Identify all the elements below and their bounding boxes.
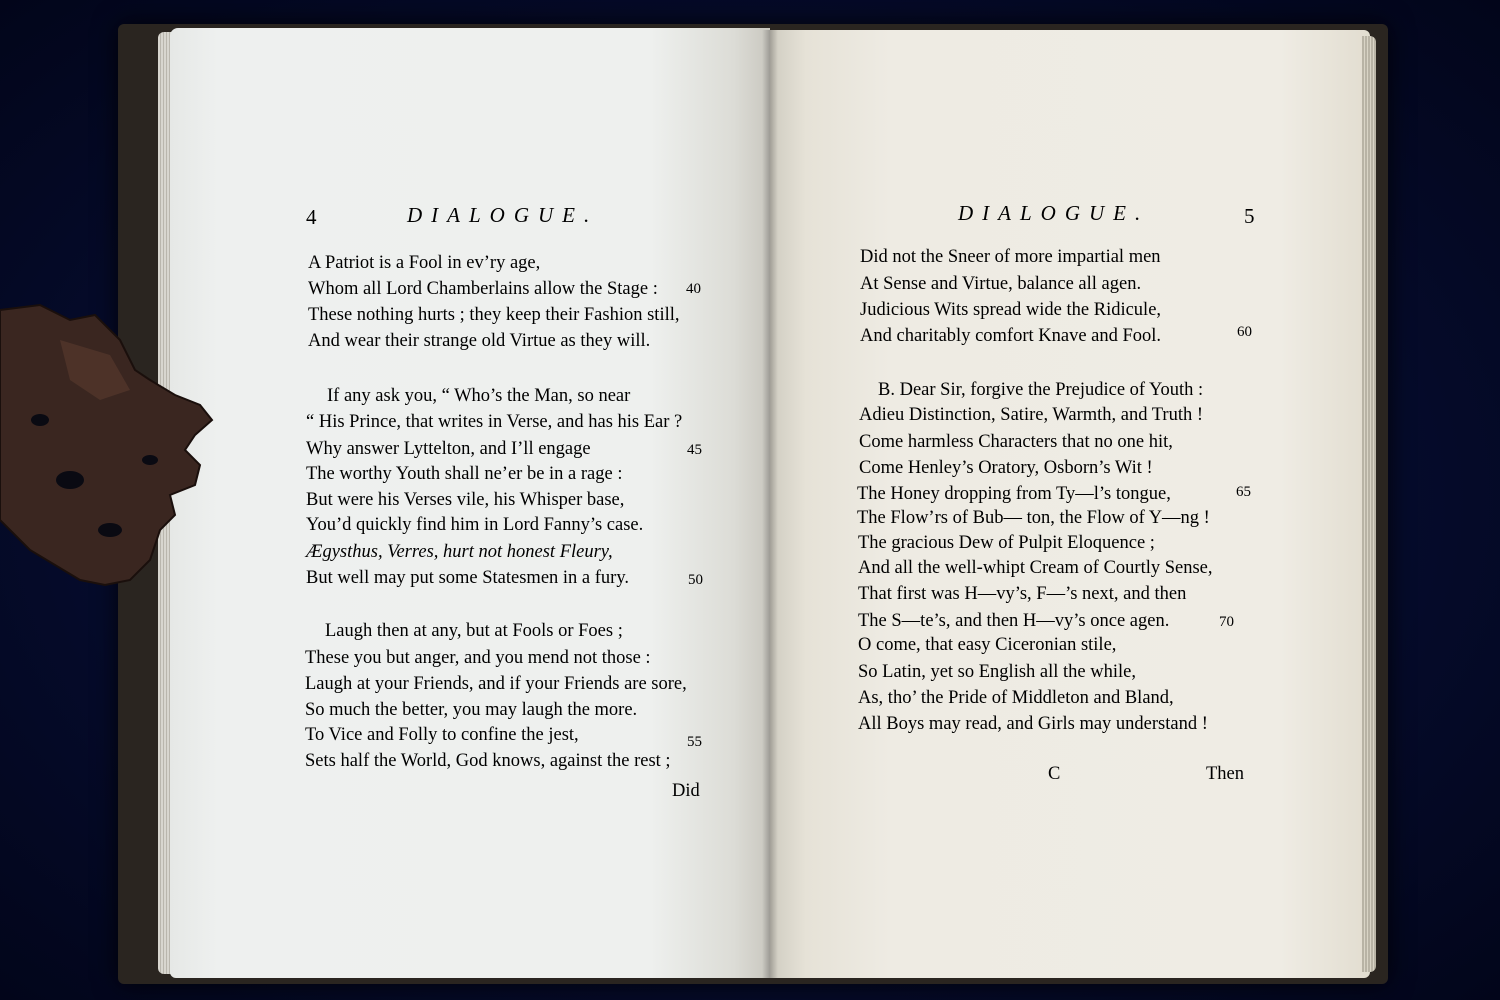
verse-line: The S—te’s, and then H—vy’s once agen.	[858, 611, 1170, 631]
verse-line: The Honey dropping from Ty—l’s tongue,	[857, 484, 1171, 504]
line-number: 40	[686, 281, 701, 297]
verse-line: A Patriot is a Fool in ev’ry age,	[308, 253, 541, 273]
verse-line: These you but anger, and you mend not those :	[305, 648, 651, 668]
verse-line: So Latin, yet so English all the while,	[858, 662, 1136, 682]
verse-line: That first was H—vy’s, F—’s next, and then	[858, 584, 1187, 604]
verse-line: B. Dear Sir, forgive the Prejudice of Youth :	[878, 380, 1204, 400]
line-number: 65	[1236, 484, 1251, 500]
verse-line: And wear their strange old Virtue as they will.	[308, 331, 651, 351]
verse-line: Why answer Lyttelton, and I’ll engage	[306, 439, 591, 459]
verse-line: O come, that easy Ciceronian stile,	[858, 635, 1117, 655]
catchword: Then	[1206, 764, 1245, 784]
verse-line: Adieu Distinction, Satire, Warmth, and Truth !	[859, 405, 1203, 425]
verse-line: Did not the Sneer of more impartial men	[860, 247, 1161, 267]
line-number: 45	[687, 442, 702, 458]
metal-clip-image	[0, 300, 215, 590]
line-number: 70	[1219, 614, 1234, 630]
verse-line: Laugh then at any, but at Fools or Foes ;	[325, 621, 623, 641]
verse-line: Sets half the World, God knows, against the rest ;	[305, 751, 671, 771]
verse-line: All Boys may read, and Girls may understand !	[858, 714, 1208, 734]
line-number: 50	[688, 572, 703, 588]
verse-line: The Flow’rs of Bub— ton, the Flow of Y—ng !	[857, 508, 1210, 528]
verse-line: “ His Prince, that writes in Verse, and has his Ear ?	[306, 412, 683, 432]
verse-line: Judicious Wits spread wide the Ridicule,	[860, 300, 1162, 320]
verse-line: You’d quickly find him in Lord Fanny’s case.	[306, 515, 644, 535]
verse-line: If any ask you, “ Who’s the Man, so near	[327, 386, 631, 406]
line-number: 60	[1237, 324, 1252, 340]
verse-line: At Sense and Virtue, balance all agen.	[860, 274, 1142, 294]
verse-line: Laugh at your Friends, and if your Friends are sore,	[305, 674, 687, 694]
page-edges-right	[1362, 36, 1376, 972]
catchword: Did	[672, 781, 700, 801]
verse-line: And all the well-whipt Cream of Courtly Sense,	[858, 558, 1213, 578]
verse-line: But were his Verses vile, his Whisper base,	[306, 490, 625, 510]
left-running-header: DIALOGUE.	[407, 203, 599, 227]
signature-mark: C	[1048, 764, 1061, 784]
verse-line: And charitably comfort Knave and Fool.	[860, 326, 1162, 346]
verse-line: Ægysthus, Verres, hurt not honest Fleury,	[306, 542, 613, 562]
book-gutter	[762, 30, 778, 978]
right-page-number: 5	[1244, 204, 1255, 228]
right-running-header: DIALOGUE.	[958, 201, 1150, 225]
verse-line: But well may put some Statesmen in a fury.	[306, 568, 630, 588]
line-number: 55	[687, 734, 702, 750]
verse-line: Come harmless Characters that no one hit,	[859, 432, 1173, 452]
verse-line: Whom all Lord Chamberlains allow the Stage :	[308, 279, 658, 299]
verse-line: So much the better, you may laugh the more.	[305, 700, 638, 720]
verse-line: These nothing hurts ; they keep their Fashion still,	[308, 305, 680, 325]
verse-line: The worthy Youth shall ne’er be in a rage :	[306, 464, 623, 484]
verse-line: The gracious Dew of Pulpit Eloquence ;	[858, 533, 1155, 553]
verse-line: To Vice and Folly to confine the jest,	[305, 725, 579, 745]
verse-line: As, tho’ the Pride of Middleton and Bland,	[858, 688, 1174, 708]
left-page-number: 4	[306, 205, 317, 229]
verse-line: Come Henley’s Oratory, Osborn’s Wit !	[859, 458, 1153, 478]
